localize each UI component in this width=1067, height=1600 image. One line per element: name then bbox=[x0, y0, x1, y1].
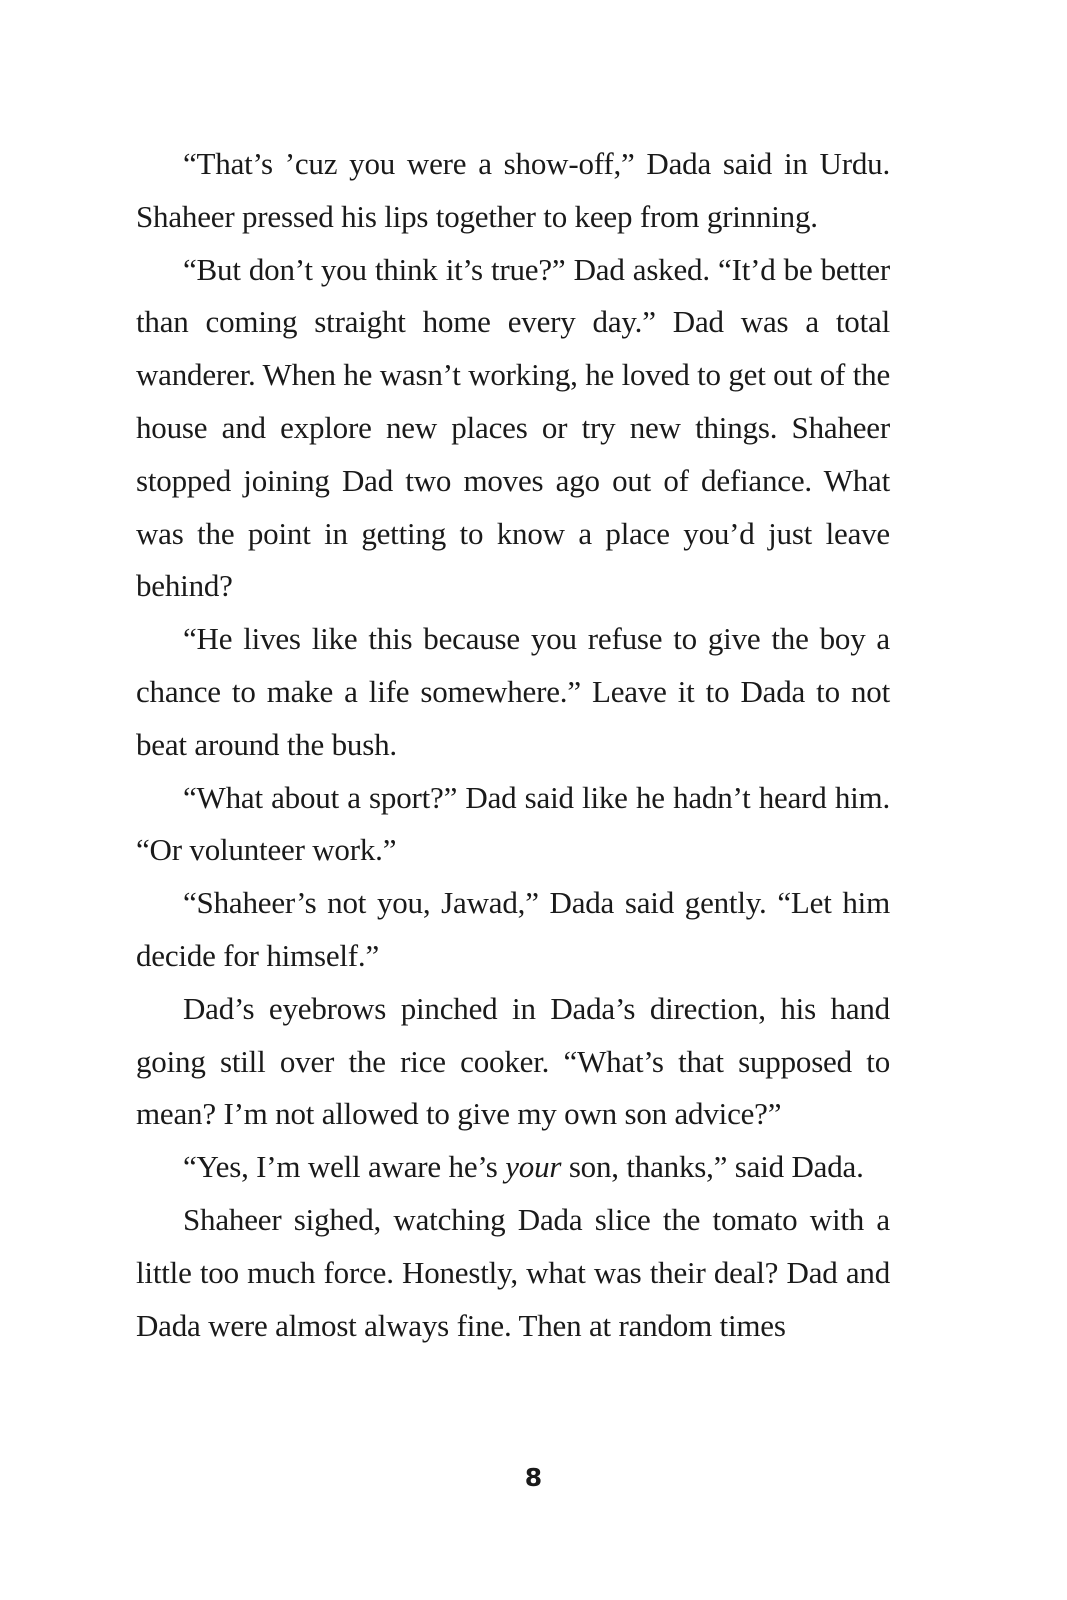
page-body bbox=[136, 138, 890, 1352]
paragraph-text: “Yes, I’m well aware he’s bbox=[183, 1149, 506, 1185]
paragraph: Dad’s eyebrows pinched in Dada’s direction, his hand going still over the rice cooker. “What’s that supposed to mean? I’m not allowed to give my own son advice?” bbox=[136, 990, 890, 1132]
paragraph: “Shaheer’s not you, Jawad,” Dada said gently. “Let him decide for himself.” bbox=[136, 885, 890, 973]
paragraph-text: son, thanks,” said Dada. bbox=[561, 1149, 864, 1185]
paragraph: “He lives like this because you refuse to give the boy a chance to make a life somewhere.” Leave it to Dada to not beat around the bush. bbox=[136, 621, 890, 762]
page-number: 8 bbox=[524, 1463, 543, 1492]
paragraph bbox=[136, 1141, 890, 1194]
paragraph: “But don’t you think it’s true?” Dad asked. “It’d be better than coming straight home every day.” Dad was a total wanderer. When he wasn’t working, he loved to get out of the house and explore new places or try new things. Shaheer stopped joining Dad two moves ago out of defiance. What was the point in getting to know a place you’d just leave behind? bbox=[136, 251, 890, 604]
emphasized-word: your bbox=[505, 1149, 562, 1185]
paragraph: “What about a sport?” Dad said like he hadn’t heard him. “Or volunteer work.” bbox=[136, 779, 890, 868]
paragraph: “That’s ’cuz you were a show-off,” Dada said in Urdu. Shaheer pressed his lips together to keep from grinning. bbox=[136, 146, 890, 234]
paragraph: Shaheer sighed, watching Dada slice the tomato with a little too much force. Honestly, what was their deal? Dad and Dada were almost always fine. Then at random times bbox=[136, 1201, 890, 1343]
